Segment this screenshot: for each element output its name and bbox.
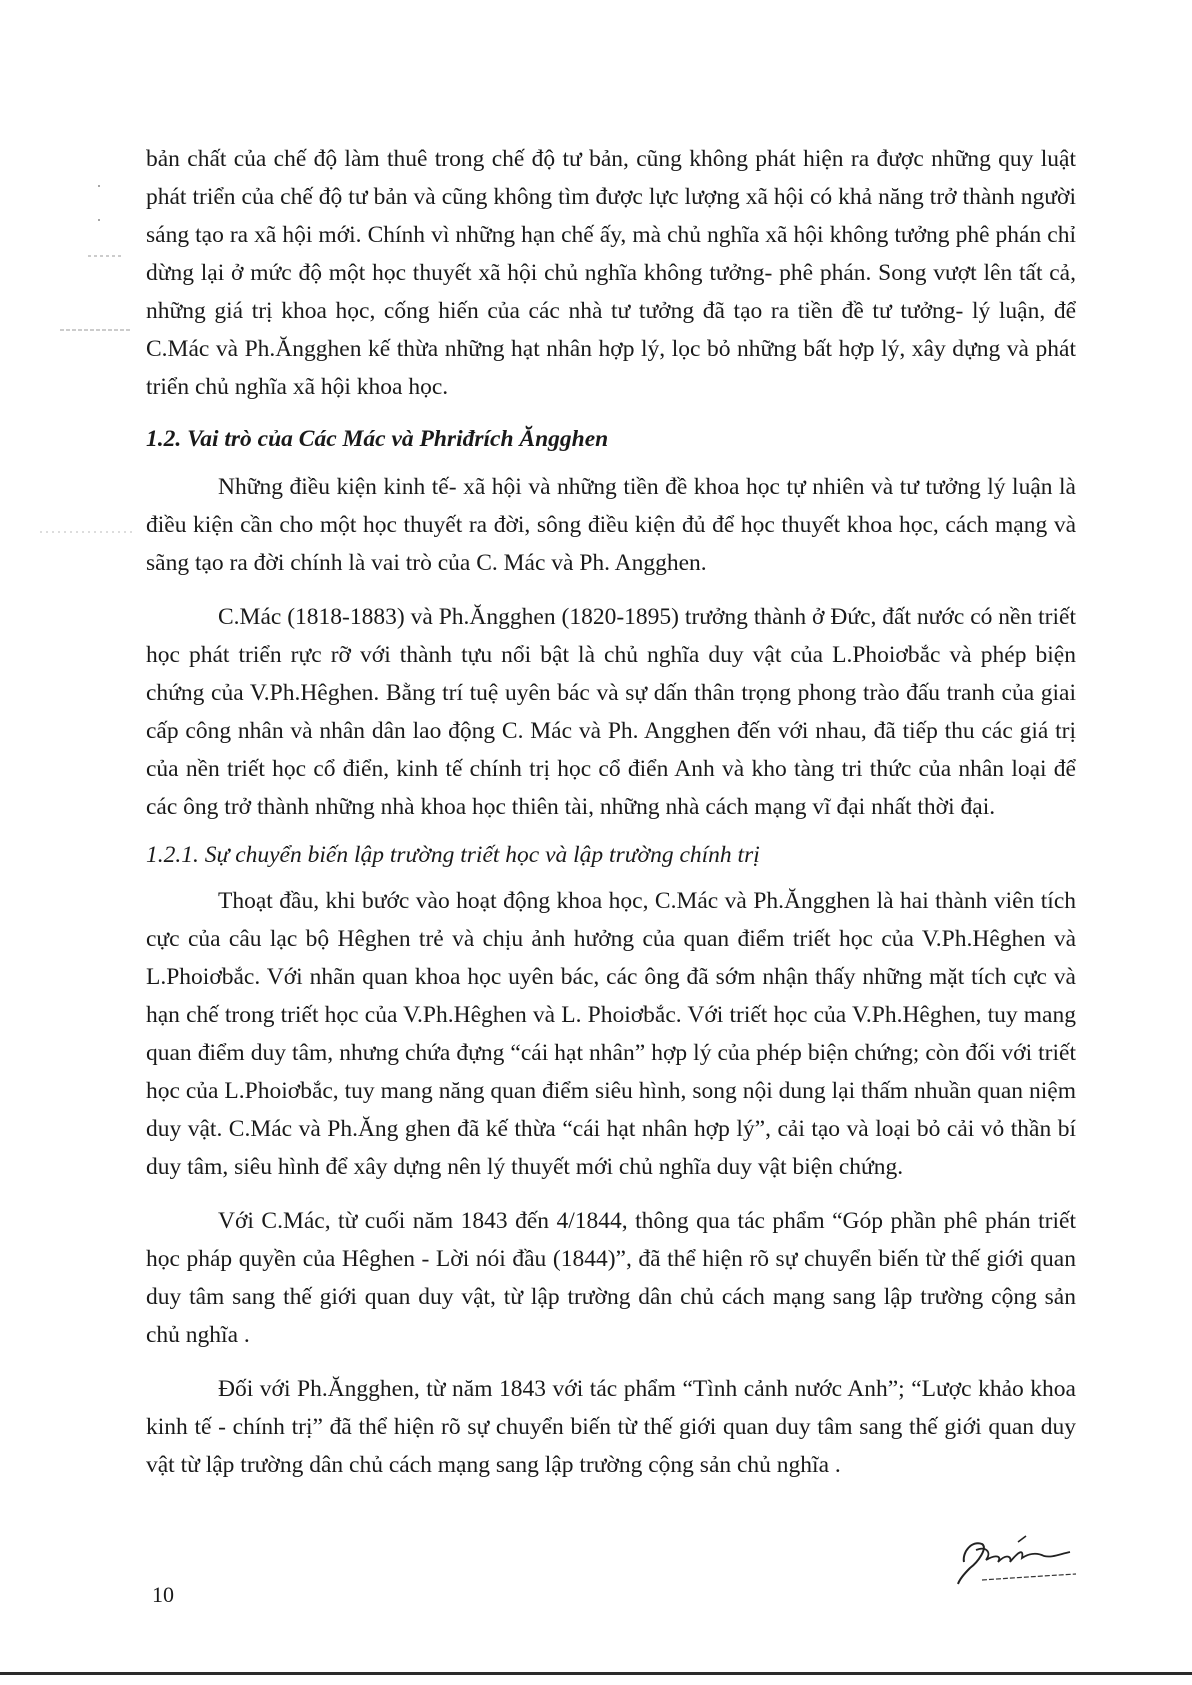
section-heading-1-2: 1.2. Vai trò của Các Mác và Phriđrích Ăngghen [146, 426, 609, 452]
paragraph-5: Với C.Mác, từ cuối năm 1843 đến 4/1844, thông qua tác phẩm “Góp phần phê phán triết học pháp quyền của Hêghen - Lời nói đầu (1844)”, đã thể hiện rõ sự chuyển biến từ thế giới quan duy tâm sang thế giới quan duy vật, từ lập trường dân chủ cách mạng sang lập trường cộng sản chủ nghĩa . [146, 1208, 1076, 1348]
paragraph-4: Thoạt đầu, khi bước vào hoạt động khoa học, C.Mác và Ph.Ăngghen là hai thành viên tích cực của câu lạc bộ Hêghen trẻ và chịu ảnh hưởng của quan điểm triết học của V.Ph.Hêghen và L.Phoiơbắc. Với nhãn quan khoa học uyên bác, các ông đã sớm nhận thấy những mặt tích cực và hạn chế trong triết học của V.Ph.Hêghen và L. Phoiơbắc. Với triết học của V.Ph.Hêghen, tuy mang quan điểm duy tâm, nhưng chứa đựng “cái hạt nhân” hợp lý của phép biện chứng; còn đối với triết học của L.Phoiơbắc, tuy mang năng quan điểm siêu hình, song nội dung lại thấm nhuần quan niệm duy vật. C.Mác và Ph.Ăng ghen đã kế thừa “cái hạt nhân hợp lý”, cải tạo và loại bỏ cải vỏ thần bí duy tâm, siêu hình để xây dựng nên lý thuyết mới chủ nghĩa duy vật biện chứng. [146, 888, 1076, 1180]
handwritten-signature [952, 1522, 1082, 1592]
paragraph-1: bản chất của chế độ làm thuê trong chế độ tư bản, cũng không phát hiện ra được những quy luật phát triển của chế độ tư bản và cũng không tìm được lực lượng xã hội có khả năng trở thành người sáng tạo ra xã hội mới. Chính vì những hạn chế ấy, mà chủ nghĩa xã hội không tưởng phê phán chỉ dừng lại ở mức độ một học thuyết xã hội chủ nghĩa không tưởng- phê phán. Song vượt lên tất cả, những giá trị khoa học, cống hiến của các nhà tư tưởng đã tạo ra tiền đề tư tưởng- lý luận, để C.Mác và Ph.Ăngghen kế thừa những hạt nhân hợp lý, lọc bỏ những bất hợp lý, xây dựng và phát triển chủ nghĩa xã hội khoa học. [146, 146, 1076, 400]
page-number: 10 [152, 1582, 174, 1607]
paragraph-6: Đối với Ph.Ăngghen, từ năm 1843 với tác phẩm “Tình cảnh nước Anh”; “Lược khảo khoa kinh tế - chính trị” đã thể hiện rõ sự chuyển biến từ thế giới quan duy tâm sang thế giới quan duy vật từ lập trường dân chủ cách mạng sang lập trường cộng sản chủ nghĩa . [146, 1376, 1076, 1478]
subsection-heading-1-2-1: 1.2.1. Sự chuyển biến lập trường triết học và lập trường chính trị [146, 842, 760, 868]
scan-bottom-edge [0, 1672, 1192, 1675]
scan-margin-marks [0, 0, 150, 1685]
document-body [146, 140, 1076, 1484]
paragraph-3: C.Mác (1818-1883) và Ph.Ăngghen (1820-1895) trưởng thành ở Đức, đất nước có nền triết học phát triển rực rỡ với thành tựu nổi bật là chủ nghĩa duy vật của L.Phoiơbắc và phép biện chứng của V.Ph.Hêghen. Bằng trí tuệ uyên bác và sự dấn thân trọng phong trào đấu tranh của giai cấp công nhân và nhân dân lao động C. Mác và Ph. Angghen đến với nhau, đã tiếp thu các giá trị của nền triết học cổ điển, kinh tế chính trị học cổ điển Anh và kho tàng tri thức của nhân loại để các ông trở thành những nhà khoa học thiên tài, những nhà cách mạng vĩ đại nhất thời đại. [146, 604, 1076, 820]
paragraph-2: Những điều kiện kinh tế- xã hội và những tiền đề khoa học tự nhiên và tư tưởng lý luận là điều kiện cần cho một học thuyết ra đời, sông điều kiện đủ để học thuyết khoa học, cách mạng và sãng tạo ra đời chính là vai trò của C. Mác và Ph. Angghen. [146, 474, 1076, 576]
